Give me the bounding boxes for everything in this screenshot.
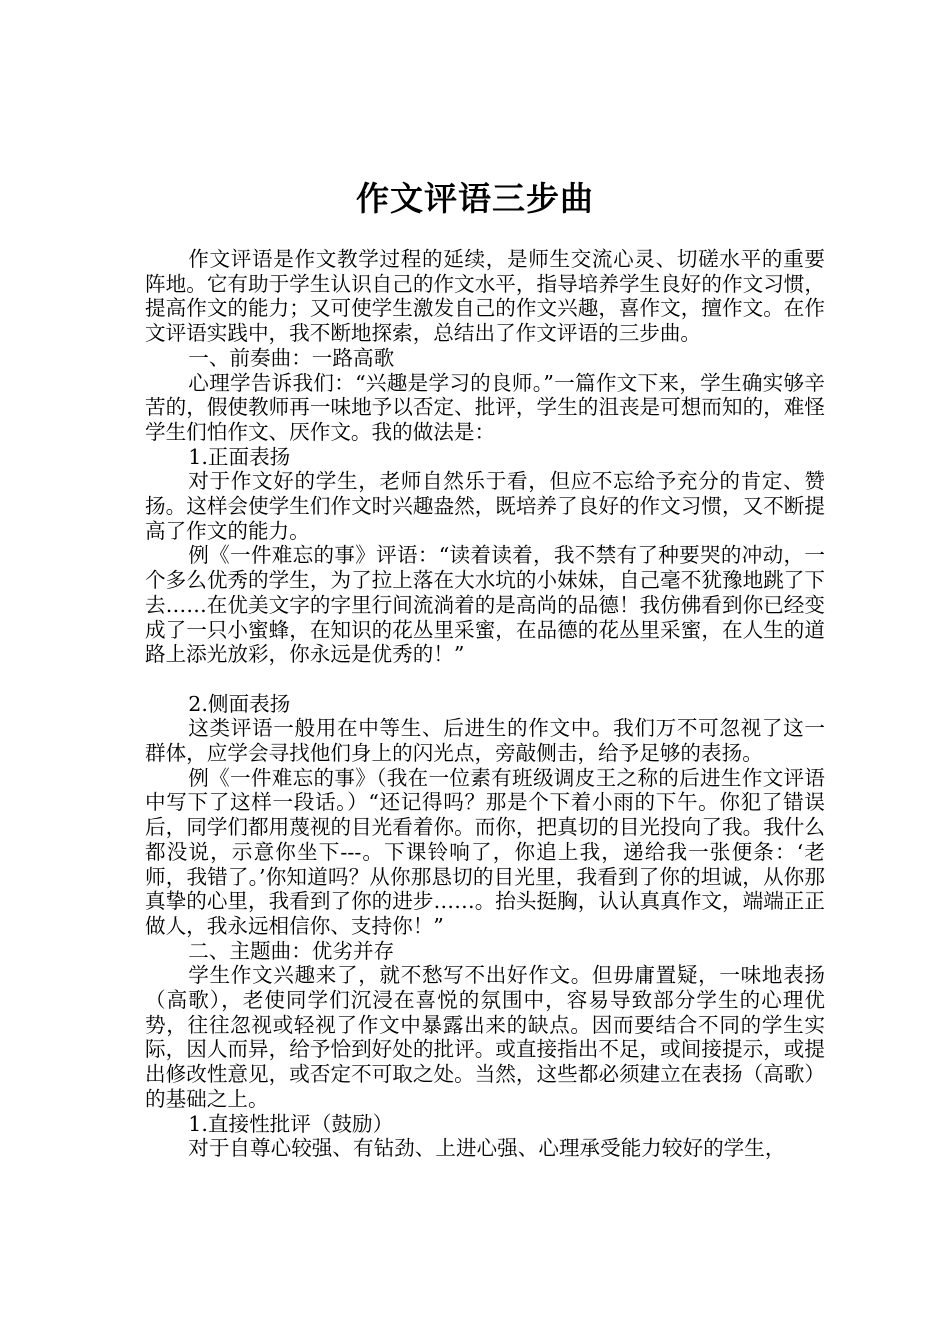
blank-line: [145, 667, 825, 692]
paragraph-intro: 作文评语是作文教学过程的延续，是师生交流心灵、切磋水平的重要阵地。它有助于学生认识自己的作文水平，指导培养学生良好的作文习惯，提高作文的能力；又可使学生激发自己的作文兴趣，喜作文，擅作文。在作文评语实践中，我不断地探索，总结出了作文评语的三步曲。: [145, 247, 825, 346]
subsection-heading: 2.侧面表扬: [188, 691, 291, 716]
subsection-heading: 1.正面表扬: [188, 444, 291, 469]
paragraph: 心理学告诉我们：“兴趣是学习的良师。”一篇作文下来，学生确实够辛苦的，假使教师再一味地予以否定、批评，学生的沮丧是可想而知的，难怪学生们怕作文、厌作文。我的做法是：: [145, 370, 825, 444]
document-body: [145, 247, 825, 1161]
paragraph: 对于自尊心较强、有钻劲、上进心强、心理承受能力较好的学生，: [188, 1136, 786, 1161]
subsection-heading: 1.直接性批评（鼓励）: [188, 1111, 394, 1136]
paragraph-example: 例《一件难忘的事》评语：“读着读着，我不禁有了种要哭的冲动，一个多么优秀的学生，为了拉上落在大水坑的小妹妹，自己毫不犹豫地跳了下去……在优美文字的字里行间流淌着的是高尚的品德！我仿佛看到你已经变成了一只小蜜蜂，在知识的花丛里采蜜，在品德的花丛里采蜜，在人生的道路上添光放彩，你永远是优秀的！”: [145, 543, 825, 667]
section-heading-2: 二、主题曲：优劣并存: [188, 938, 395, 963]
document-title: 作文评语三步曲: [356, 179, 594, 218]
paragraph: 对于作文好的学生，老师自然乐于看，但应不忘给予充分的肯定、赞扬。这样会使学生们作文时兴趣盎然，既培养了良好的作文习惯，又不断提高了作文的能力。: [145, 469, 825, 543]
paragraph-example: 例《一件难忘的事》（我在一位素有班级调皮王之称的后进生作文评语中写下了这样一段话。）“还记得吗？那是个下着小雨的下午。你犯了错误后，同学们都用蔑视的目光看着你。而你，把真切的目光投向了我。我什么都没说，示意你坐下---。下课铃响了，你追上我，递给我一张便条：‘老师，我错了。’你知道吗？从你那恳切的目光里，我看到了你的坦诚，从你那真挚的心里，我看到了你的进步……。抬头挺胸，认认真真作文，端端正正做人，我永远相信你、支持你！”: [145, 765, 825, 938]
paragraph: 学生作文兴趣来了，就不愁写不出好作文。但毋庸置疑，一味地表扬（高歌），老使同学们沉浸在喜悦的氛围中，容易导致部分学生的心理优势，往往忽视或轻视了作文中暴露出来的缺点。因而要结合不同的学生实际，因人而异，给予恰到好处的批评。或直接指出不足，或间接提示，或提出修改性意见，或否定不可取之处。当然，这些都必须建立在表扬（高歌）的基础之上。: [145, 963, 825, 1111]
paragraph: 这类评语一般用在中等生、后进生的作文中。我们万不可忽视了这一群体，应学会寻找他们身上的闪光点，旁敲侧击，给予足够的表扬。: [145, 716, 825, 766]
section-heading-1: 一、前奏曲：一路高歌: [188, 345, 395, 370]
